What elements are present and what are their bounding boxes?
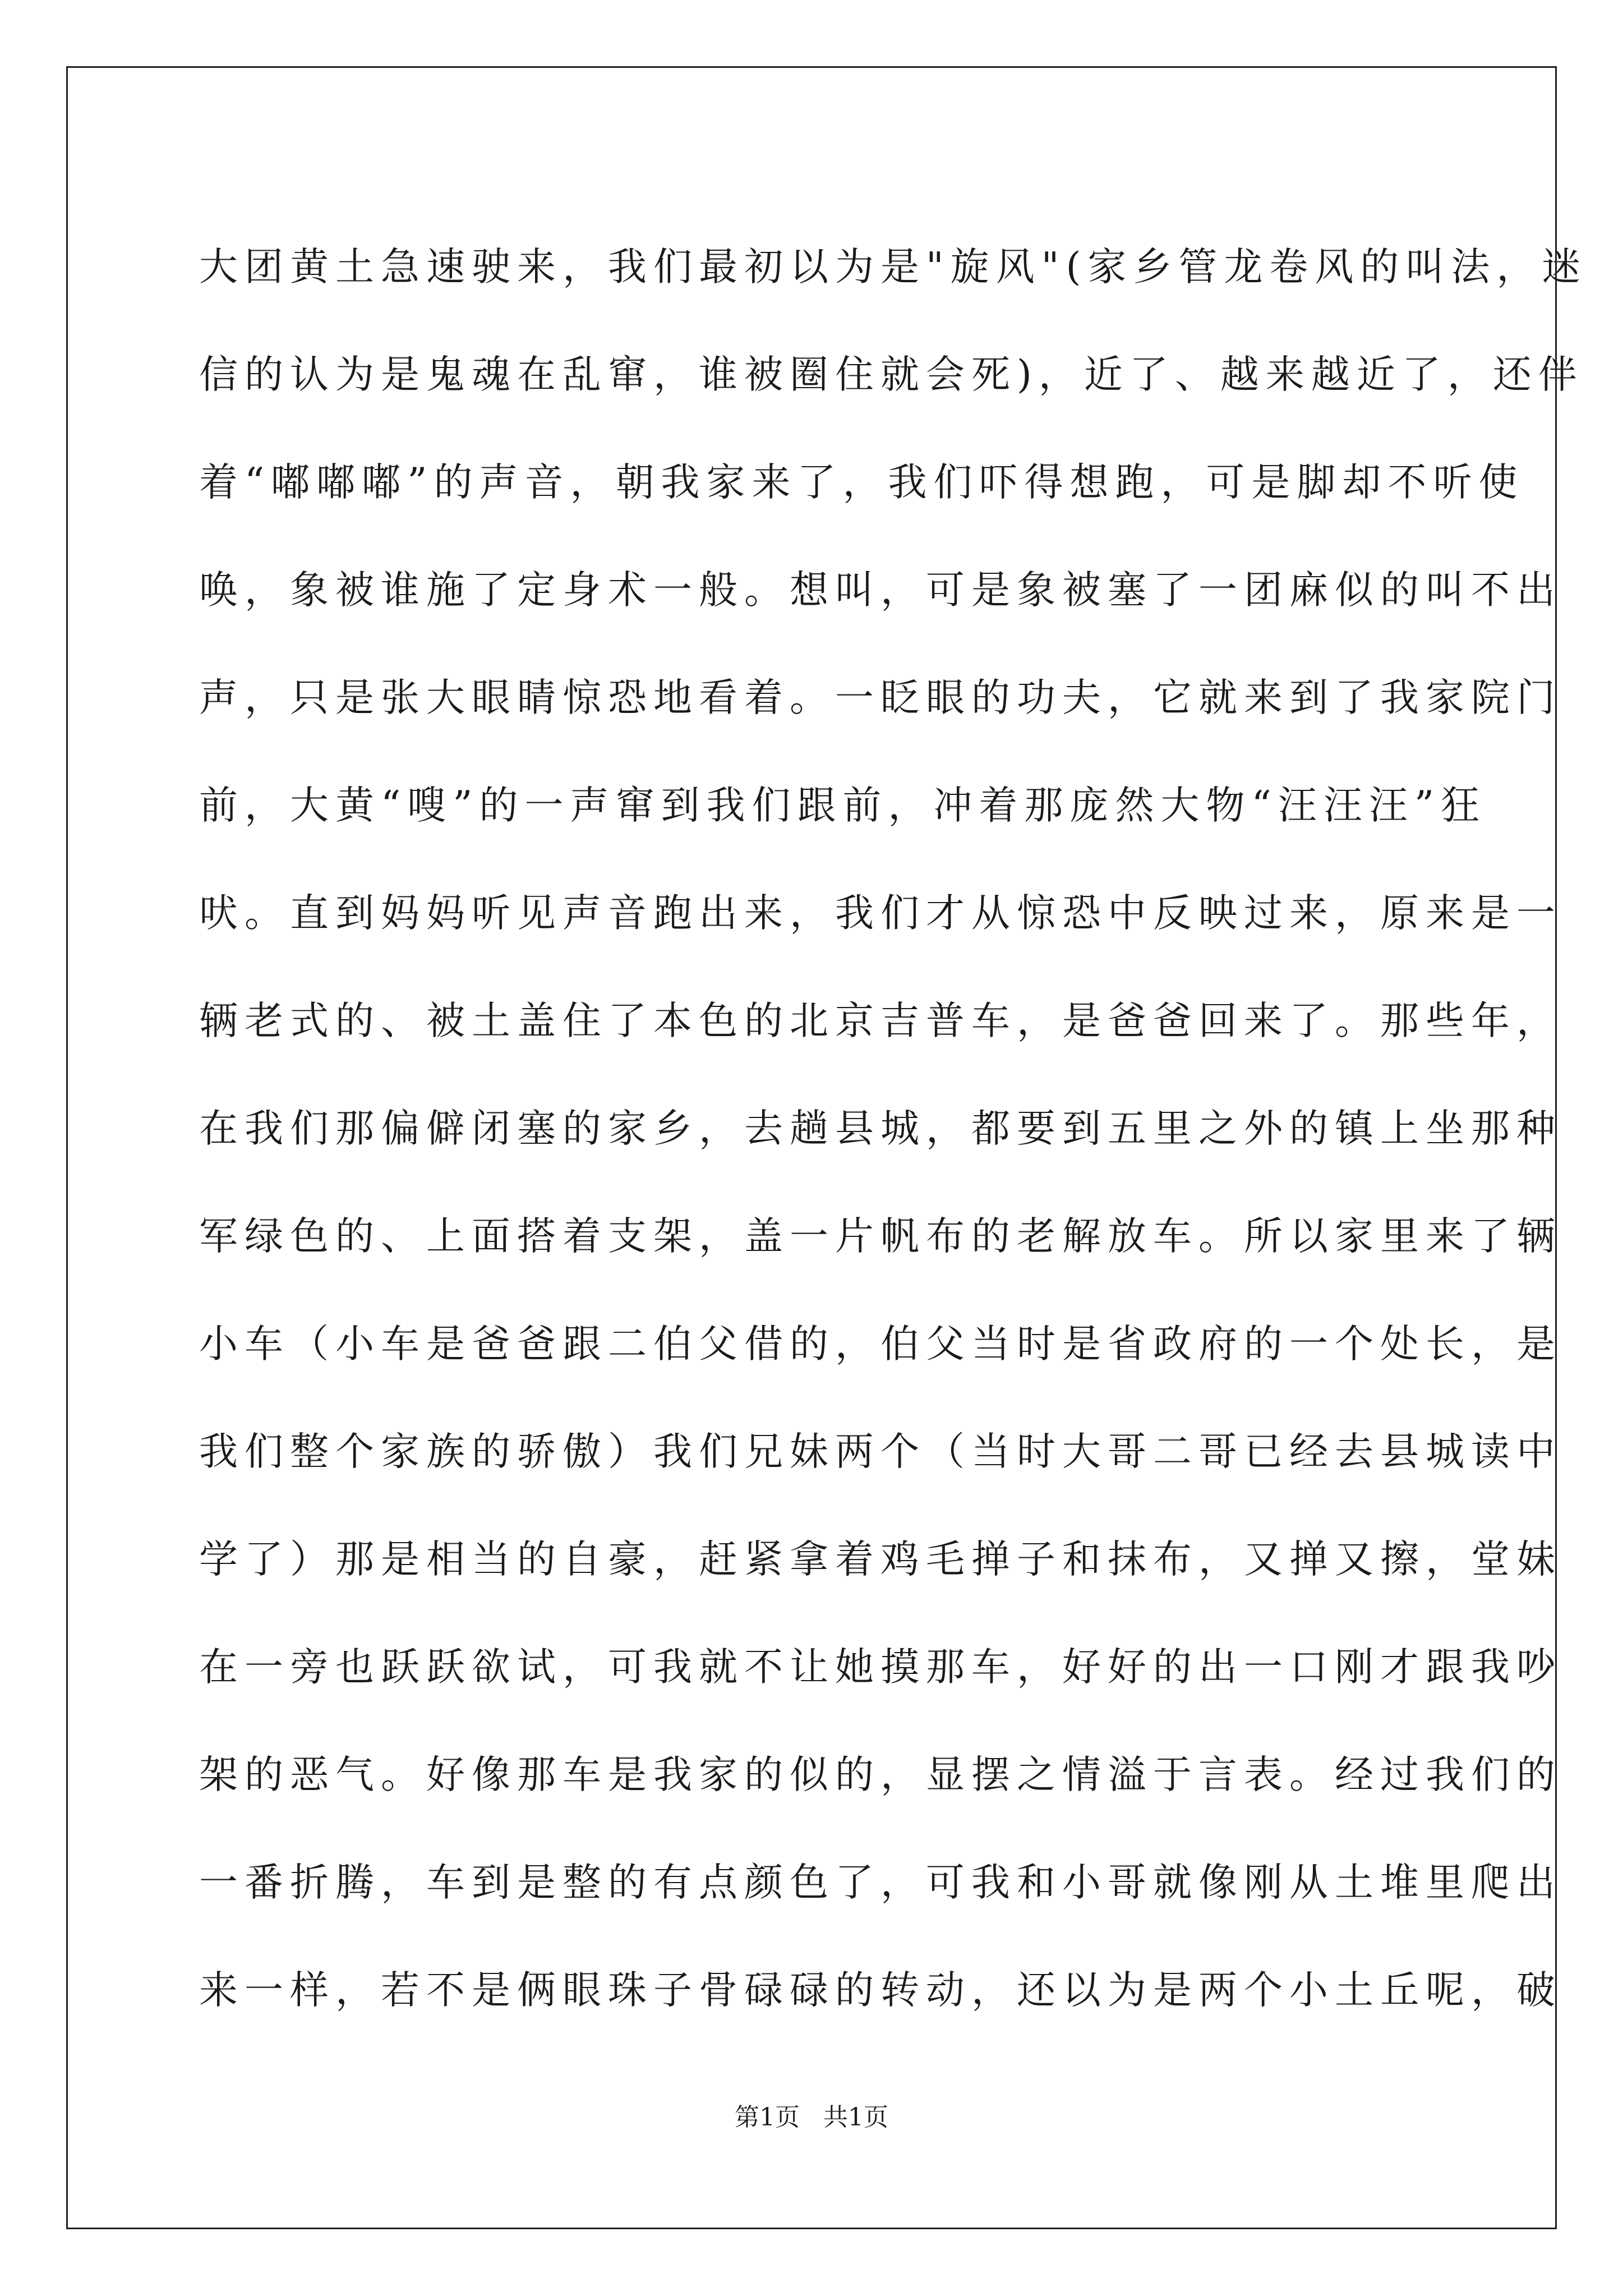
document-body xyxy=(199,213,1588,2044)
text-line-10: 军绿色的、上面搭着支架，盖一片帆布的老解放车。所以家里来了辆 xyxy=(199,1214,1562,1259)
text-line-3: 着“嘟嘟嘟”的声音，朝我家来了，我们吓得想跑，可是脚却不听使 xyxy=(199,460,1524,505)
text-line-7: 吠。直到妈妈听见声音跑出来，我们才从惊恐中反映过来，原来是一 xyxy=(199,891,1562,936)
text-line-8: 辆老式的、被土盖住了本色的北京吉普车，是爸爸回来了。那些年， xyxy=(199,999,1562,1043)
page-number-footer: 第1页 共1页 xyxy=(735,2103,888,2132)
text-line-2: 信的认为是鬼魂在乱窜，谁被圈住就会死)，近了、越来越近了，还伴 xyxy=(199,352,1584,397)
text-line-16: 一番折腾，车到是整的有点颜色了，可我和小哥就像刚从土堆里爬出 xyxy=(199,1860,1562,1905)
text-line-17: 来一样，若不是俩眼珠子骨碌碌的转动，还以为是两个小土丘呢，破 xyxy=(199,1968,1562,2013)
text-line-9: 在我们那偏僻闭塞的家乡，去趟县城，都要到五里之外的镇上坐那种 xyxy=(199,1106,1562,1151)
text-line-6: 前，大黄“嗖”的一声窜到我们跟前，冲着那庞然大物“汪汪汪”狂 xyxy=(199,783,1487,828)
text-line-12: 我们整个家族的骄傲）我们兄妹两个（当时大哥二哥已经去县城读中 xyxy=(199,1429,1562,1474)
text-line-13: 学了）那是相当的自豪，赶紧拿着鸡毛掸子和抹布，又掸又擦，堂妹 xyxy=(199,1537,1562,1582)
text-line-5: 声，只是张大眼睛惊恐地看着。一眨眼的功夫，它就来到了我家院门 xyxy=(199,675,1562,720)
text-line-15: 架的恶气。好像那车是我家的似的，显摆之情溢于言表。经过我们的 xyxy=(199,1752,1562,1797)
text-line-14: 在一旁也跃跃欲试，可我就不让她摸那车，好好的出一口刚才跟我吵 xyxy=(199,1645,1562,1690)
text-line-11: 小车（小车是爸爸跟二伯父借的，伯父当时是省政府的一个处长，是 xyxy=(199,1322,1562,1366)
text-line-4: 唤，象被谁施了定身术一般。想叫，可是象被塞了一团麻似的叫不出 xyxy=(199,568,1562,613)
text-line-1: 大团黄土急速驶来，我们最初以为是"旋风"(家乡管龙卷风的叫法，迷 xyxy=(199,245,1588,289)
